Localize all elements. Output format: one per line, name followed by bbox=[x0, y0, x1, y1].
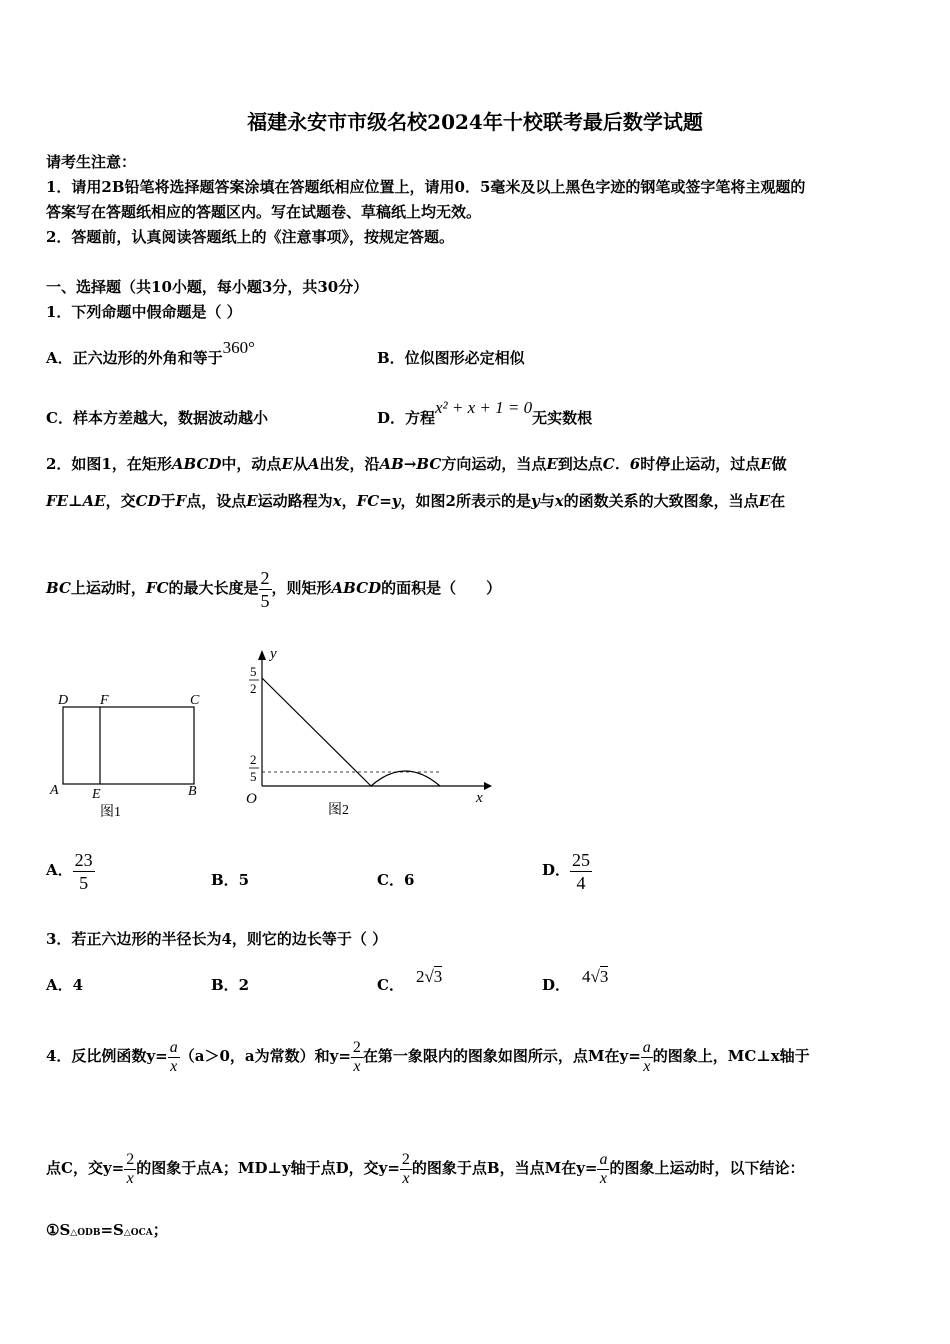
fraction-denominator: x bbox=[400, 1169, 412, 1188]
q4-text: 的图象于点B，当点M在y= bbox=[411, 1159, 598, 1177]
q2-line2 bbox=[46, 491, 785, 511]
radicand: 3 bbox=[433, 967, 443, 986]
q2-math-x: x bbox=[554, 492, 564, 510]
fraction-a-over-x bbox=[597, 1151, 609, 1188]
q2-text: 的函数关系的大致图象，当点 bbox=[563, 492, 759, 510]
q2-text: 中，动点 bbox=[221, 455, 282, 473]
option-c-math bbox=[416, 968, 442, 986]
q4-text: ； bbox=[152, 1221, 168, 1239]
option-label: A． bbox=[46, 861, 73, 879]
q4-text: 的图象上运动时，以下结论： bbox=[609, 1159, 805, 1177]
q2-text: 从 bbox=[292, 455, 308, 473]
fraction-denominator: x bbox=[168, 1057, 180, 1076]
q2-line1 bbox=[46, 454, 787, 474]
q2-math-fc: FC bbox=[145, 579, 169, 597]
q2-text: 2．如图1，在矩形 bbox=[46, 455, 172, 473]
fraction-denominator: 5 bbox=[73, 871, 95, 894]
q4-text: 的图象于点A；MD⊥y轴于点D，交y= bbox=[136, 1159, 400, 1177]
q2-text: 方向运动，当点 bbox=[441, 455, 547, 473]
figure-1-caption: 图1 bbox=[100, 805, 121, 820]
q4-text: （a＞0，a为常数）和y= bbox=[179, 1047, 351, 1065]
q2-text: 在 bbox=[770, 492, 786, 510]
q1-option-b: B．位似图形必定相似 bbox=[377, 349, 525, 367]
sqrt-icon: √ bbox=[590, 967, 600, 986]
q3-option-d bbox=[542, 967, 609, 995]
fraction-2-over-x bbox=[400, 1151, 412, 1188]
radicand: 3 bbox=[599, 967, 609, 986]
q2-option-d bbox=[542, 848, 592, 894]
figure-2 bbox=[240, 640, 500, 825]
y-axis-label: y bbox=[270, 646, 277, 662]
fraction-a-over-x bbox=[168, 1039, 180, 1076]
fraction-a-over-x bbox=[641, 1039, 653, 1076]
q2-option-c: C．6 bbox=[377, 871, 415, 889]
fraction-numerator: 2 bbox=[401, 1150, 410, 1168]
x-axis-label: x bbox=[476, 790, 483, 806]
fraction-numerator: 2 bbox=[352, 1038, 361, 1056]
q2-math-abcd: ABCD bbox=[331, 579, 382, 597]
option-label: D． bbox=[542, 861, 571, 879]
subscript: △ODB bbox=[70, 1228, 101, 1238]
coefficient: 2 bbox=[415, 967, 425, 986]
q2-math-c: C．6 bbox=[602, 455, 641, 473]
q4-line2 bbox=[46, 1140, 805, 1196]
q2-math-e: E bbox=[546, 455, 558, 473]
q2-option-a bbox=[46, 848, 95, 894]
sqrt-icon: √ bbox=[424, 967, 434, 986]
q2-option-b: B．5 bbox=[211, 871, 250, 889]
q4-text: =S bbox=[100, 1221, 124, 1239]
label-b: B bbox=[188, 784, 197, 799]
q2-text: 做 bbox=[771, 455, 787, 473]
fraction-numerator: 2 bbox=[126, 1150, 135, 1168]
fraction-denominator: x bbox=[124, 1169, 136, 1188]
q2-text: ，交 bbox=[105, 492, 136, 510]
q2-text: ，则矩形 bbox=[271, 579, 332, 597]
figure-1 bbox=[44, 685, 214, 825]
q2-math-cd: CD bbox=[135, 492, 161, 510]
q4-text: 的图象上，MC⊥x轴于 bbox=[652, 1047, 810, 1065]
q2-text: 到达点 bbox=[557, 455, 603, 473]
q2-text: 运动路程为 bbox=[257, 492, 333, 510]
q2-math-e: E bbox=[281, 455, 293, 473]
q1-option-a-text: A．正六边形的外角和等于 bbox=[46, 349, 223, 367]
q2-text: 上运动时， bbox=[70, 579, 146, 597]
subscript: △OCA bbox=[123, 1228, 153, 1238]
notice-item1-line1: 1．请用2B铅笔将选择题答案涂填在答题纸相应位置上，请用0．5毫米及以上黑色字迹的钢笔或签字笔将主观题的 bbox=[46, 178, 806, 196]
rectangle-abcd bbox=[63, 707, 194, 784]
fraction-numerator: 23 bbox=[74, 849, 93, 870]
tick-mid-denominator: 5 bbox=[250, 769, 257, 784]
q2-math-fcy: FC=y bbox=[356, 492, 401, 510]
q2-text: 与 bbox=[539, 492, 555, 510]
fraction-denominator: x bbox=[641, 1057, 653, 1076]
graph-arc bbox=[371, 771, 440, 786]
label-a: A bbox=[50, 783, 59, 798]
q2-math-x: x bbox=[332, 492, 342, 510]
fraction-numerator: a bbox=[169, 1038, 178, 1056]
q2-math-bc: BC bbox=[46, 579, 71, 597]
page-title: 福建永安市市级名校2024年十校联考最后数学试题 bbox=[247, 110, 703, 134]
graph-line bbox=[262, 678, 371, 786]
q1-stem: 1．下列命题中假命题是（ ） bbox=[46, 303, 242, 321]
q2-line3 bbox=[46, 558, 501, 618]
option-d-fraction bbox=[570, 849, 592, 894]
notice-heading: 请考生注意： bbox=[46, 153, 137, 171]
y-axis-arrow bbox=[258, 650, 266, 660]
tick-top-denominator: 2 bbox=[250, 681, 257, 696]
q3-option-a: A．4 bbox=[46, 976, 84, 994]
option-a-fraction bbox=[73, 849, 95, 894]
q4-text: ①S bbox=[46, 1221, 71, 1239]
q2-math-y: y bbox=[530, 492, 540, 510]
q1-option-a-math: 360° bbox=[222, 338, 255, 357]
option-label: D． bbox=[542, 976, 571, 994]
q2-text: 点，设点 bbox=[186, 492, 247, 510]
q2-math-a: A bbox=[307, 455, 320, 473]
q1-option-a bbox=[46, 338, 255, 368]
fraction-2-over-x bbox=[124, 1151, 136, 1188]
q2-math-e: E bbox=[760, 455, 772, 473]
q1-option-d-pre: D．方程 bbox=[377, 409, 436, 427]
fraction-denominator: 4 bbox=[570, 871, 592, 894]
fraction-denominator: 5 bbox=[260, 590, 270, 611]
label-e: E bbox=[92, 787, 101, 802]
fraction-denominator: x bbox=[597, 1169, 609, 1188]
q1-option-d-math: x² + x + 1 = 0 bbox=[435, 398, 533, 417]
fraction-numerator: a bbox=[599, 1150, 608, 1168]
option-d-math bbox=[582, 968, 608, 986]
label-d: D bbox=[58, 693, 69, 708]
q4-line1 bbox=[46, 1028, 810, 1084]
q2-math-perp: FE⊥AE bbox=[46, 492, 106, 510]
q2-text: 的面积是（ ） bbox=[381, 579, 502, 597]
q2-math-e: E bbox=[246, 492, 258, 510]
q2-math-path: AB→BC bbox=[379, 455, 442, 473]
q2-math-e: E bbox=[758, 492, 771, 510]
figure-2-caption: 图2 bbox=[328, 803, 349, 818]
q2-math-abcd: ABCD bbox=[171, 455, 222, 473]
fraction-denominator: x bbox=[351, 1057, 363, 1076]
notice-item1-line2: 答案写在答题纸相应的答题区内。写在试题卷、草稿纸上均无效。 bbox=[46, 203, 482, 221]
q4-text: 在第一象限内的图象如图所示，点M在y= bbox=[362, 1047, 641, 1065]
q2-text: 时停止运动，过点 bbox=[640, 455, 761, 473]
fraction-numerator: 2 bbox=[260, 567, 270, 588]
q1-option-c: C．样本方差越大，数据波动越小 bbox=[46, 409, 268, 427]
option-label: C． bbox=[377, 976, 404, 994]
fraction-numerator: 25 bbox=[572, 849, 591, 870]
q1-option-d bbox=[377, 398, 593, 428]
q1-option-d-post: 无实数根 bbox=[532, 409, 593, 427]
q4-text: 4．反比例函数y= bbox=[46, 1047, 168, 1065]
section-heading: 一、选择题（共10小题，每小题3分，共30分） bbox=[46, 278, 369, 296]
origin-label: O bbox=[246, 791, 257, 807]
notice-item2: 2．答题前，认真阅读答题纸上的《注意事项》，按规定答题。 bbox=[46, 228, 454, 246]
q2-fraction bbox=[259, 567, 272, 612]
label-f: F bbox=[100, 693, 109, 708]
q2-text: ， bbox=[341, 492, 357, 510]
q2-math-f: F bbox=[175, 492, 187, 510]
q3-stem: 3．若正六边形的半径长为4，则它的边长等于（ ） bbox=[46, 930, 388, 948]
q4-conclusion-1 bbox=[46, 1220, 168, 1243]
fraction-numerator: a bbox=[642, 1038, 651, 1056]
x-axis-arrow bbox=[484, 782, 492, 790]
fraction-2-over-x bbox=[351, 1039, 363, 1076]
q2-text: 的最大长度是 bbox=[168, 579, 259, 597]
tick-mid-numerator: 2 bbox=[250, 752, 257, 767]
q2-text: ，如图2所表示的是 bbox=[400, 492, 531, 510]
q4-text: 点C，交y= bbox=[46, 1159, 125, 1177]
q2-text: 于 bbox=[160, 492, 176, 510]
label-c: C bbox=[190, 693, 200, 708]
coefficient: 4 bbox=[582, 967, 591, 986]
q2-text: 出发，沿 bbox=[319, 455, 380, 473]
q3-option-b: B．2 bbox=[211, 976, 250, 994]
tick-top-numerator: 5 bbox=[250, 664, 257, 679]
q3-option-c bbox=[377, 967, 443, 995]
